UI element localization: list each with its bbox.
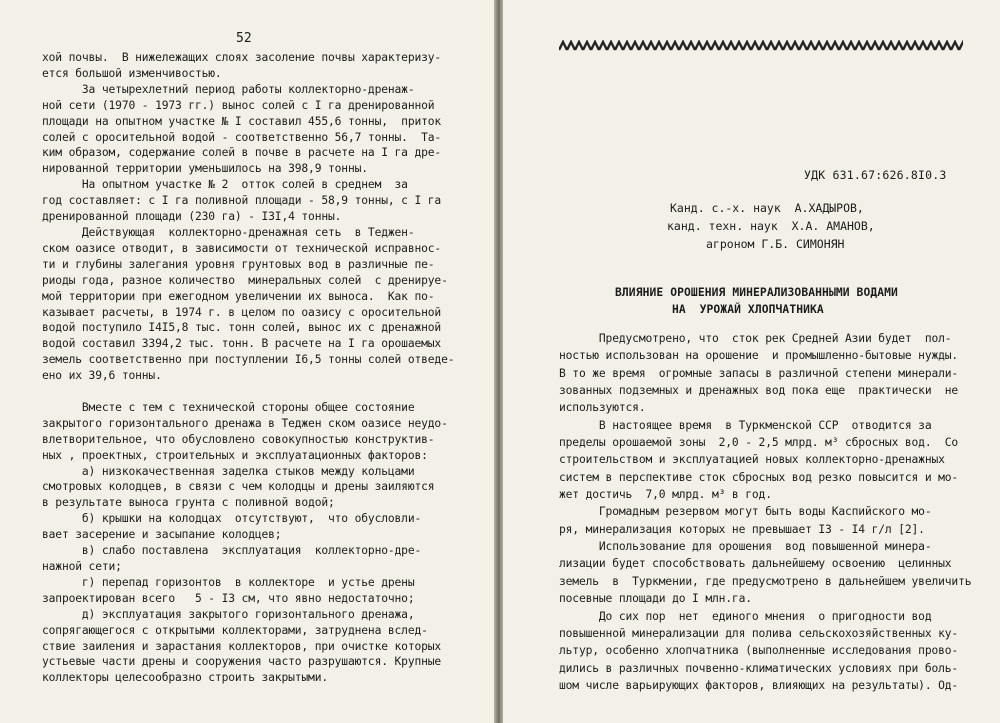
text-line: дренированной площади (230 га) - I3I,4 тонны.	[42, 210, 342, 224]
text-line: ено их 39,6 тонны.	[42, 369, 162, 383]
text-line: риоды года, разное количество минеральных солей с дренируе-	[42, 273, 448, 287]
text-line: земель в Туркмении, где предусмотрено в дальнейшем увеличить	[559, 574, 972, 588]
text-line: пределы орошаемой зоны 2,0 - 2,5 млрд. м³ сбросных вод. Со	[559, 436, 959, 450]
text-line: ствие заиления и зарастания коллекторов, при очистке которых	[42, 639, 442, 653]
text-line: За четырехлетний период работы коллекторно-дренаж-	[42, 82, 415, 96]
page-number: 52	[236, 31, 252, 46]
text-line: зованных подземных и дренажных вод пока еще практически не	[559, 384, 959, 398]
text-line: хой почвы. В нижележащих слоях засоление почвы характеризу-	[42, 51, 442, 64]
text-line: в результате выноса грунта с поливной водой;	[42, 496, 335, 510]
text-line: Громадным резервом могут быть воды Каспийского мо-	[559, 505, 932, 519]
text-line: Действующая коллекторно-дренажная сеть в Теджен-	[42, 225, 415, 239]
text-line: солей с оросительной водой - соответственно 56,7 тонны. Та-	[42, 130, 442, 144]
text-line: закрытого горизонтального дренажа в Теджен ском оазисе неудо-	[42, 416, 448, 430]
text-line: В настоящее время в Туркменской ССР отводится за	[559, 418, 932, 432]
text-line: ных , проектных, строительных и эксплуатационных факторов:	[42, 448, 428, 462]
text-line: смотровых колодцев, в связи с чем колодцы и дрены заиляются	[42, 480, 435, 494]
title-line: НА УРОЖАЙ ХЛОПЧАТНИКА	[672, 303, 824, 316]
udk-code: УДК 631.67:626.8I0.3	[804, 168, 947, 182]
decorative-border	[559, 40, 963, 52]
text-line: сопрягающегося с открытыми коллекторами, затруднена вслед-	[42, 623, 428, 637]
text-line: Предусмотрено, что сток рек Средней Азии будет пол-	[559, 332, 952, 345]
text-line: ском оазисе отводит, в зависимости от технической исправнос-	[42, 241, 442, 255]
text-line: строительством и эксплуатацией новых коллекторно-дренажных	[559, 453, 945, 467]
text-line: запроектирован всего 5 - I3 см, что явно недостаточно;	[42, 591, 415, 605]
text-line: посевные площади до I млн.га.	[559, 592, 752, 606]
text-line: До сих пор нет единого мнения о пригодности вод	[559, 609, 932, 623]
text-line: ется большой изменчивостью.	[42, 66, 222, 80]
text-line: нажной сети;	[42, 560, 122, 573]
text-line: жет достичь 7,0 млрд. м³ в год.	[559, 488, 772, 502]
text-line: лизации будет способствовать дальнейшему освоению целинных	[559, 557, 952, 571]
text-line: дились в различных почвенно-климатических условиях при боль-	[559, 661, 959, 675]
text-line: нированной территории уменьшилось на 398,9 тонны.	[42, 162, 368, 176]
text-line: В то же время огромные запасы в различной степени минерали-	[559, 366, 959, 380]
text-line: ностью использован на орошение и промышленно-бытовые нужды.	[559, 349, 959, 363]
article-title	[615, 284, 898, 318]
text-line: льтур, особенно хлопчатника (выполненные исследования прово-	[559, 644, 959, 658]
text-line: ной сети (1970 - 1973 гг.) вынос солей с I га дренированной	[42, 98, 435, 112]
text-line: Использование для орошения вод повышенной минера-	[559, 540, 932, 554]
text-line: ким образом, содержание солей в почве в расчете на I га дре-	[42, 146, 442, 160]
text-line: шом числе варьирующих факторов, влияющих на результаты). Од-	[559, 678, 959, 692]
authors-block	[667, 199, 875, 253]
text-line: влетворительное, что обусловлено совокупностью конструктив-	[42, 432, 435, 446]
text-line: водой составил 3394,2 тыс. тонн. В расчете на I га орошаемых	[42, 337, 442, 351]
text-line: казывает расчеты, в 1974 г. в целом по оазису с оросительной	[42, 305, 442, 319]
text-line: используются.	[559, 401, 646, 415]
text-line: вает засерение и засыпание колодцев;	[42, 528, 282, 542]
text-line: площади на опытном участке № I составил 455,6 тонны, приток	[42, 114, 442, 128]
text-line	[42, 384, 496, 400]
author-line: канд. техн. наук Х.А. АМАНОВ,	[667, 219, 875, 233]
text-line: водой поступило I4I5,8 тыс. тонн солей, вынос их с дренажной	[42, 321, 442, 335]
left-page	[0, 0, 496, 723]
text-line: мой территории при ежегодном увеличении их выноса. Как по-	[42, 289, 435, 303]
author-line: Канд. с.-х. наук А.ХАДЫРОВ,	[670, 201, 864, 215]
text-line: а) низкокачественная заделка стыков между кольцами	[42, 464, 415, 478]
text-line: ти и глубины залегания уровня грунтовых вод в различные пе-	[42, 257, 435, 271]
text-line: г) перепад горизонтов в коллекторе и устье дрены	[42, 575, 415, 589]
text-line: повышенной минерализации для полива сельскохозяйственных ку-	[559, 626, 959, 640]
text-line: б) крышки на колодцах отсутствуют, что обусловли-	[42, 512, 422, 526]
author-line: агроном Г.Б. СИМОНЯН	[706, 237, 845, 251]
text-line: д) эксплуатация закрытого горизонтального дренажа,	[42, 607, 415, 621]
text-line: коллекторы целесообразно строить закрытыми.	[42, 671, 329, 685]
left-page-text	[42, 50, 496, 686]
text-line: год составляет: с I га поливной площади - 58,9 тонны, с I га	[42, 194, 442, 208]
text-line: систем в перспективе сток сбросных вод резко повысится и мо-	[559, 470, 959, 484]
text-line: устьевые части дрены и сооружения часто разрушаются. Крупные	[42, 655, 442, 669]
text-line: земель соответственно при поступлении I6,5 тонны солей отведе-	[42, 353, 455, 367]
text-line: На опытном участке № 2 отток солей в среднем за	[42, 178, 408, 192]
text-line: ря, минерализация которых не превышает I3 - I4 г/л [2].	[559, 522, 925, 536]
right-page-text	[559, 330, 971, 694]
title-line: ВЛИЯНИЕ ОРОШЕНИЯ МИНЕРАЛИЗОВАННЫМИ ВОДАМИ	[615, 286, 898, 299]
text-line: Вместе с тем с технической стороны общее состояние	[42, 400, 415, 414]
text-line: в) слабо поставлена эксплуатация коллекторно-дре-	[42, 544, 422, 558]
